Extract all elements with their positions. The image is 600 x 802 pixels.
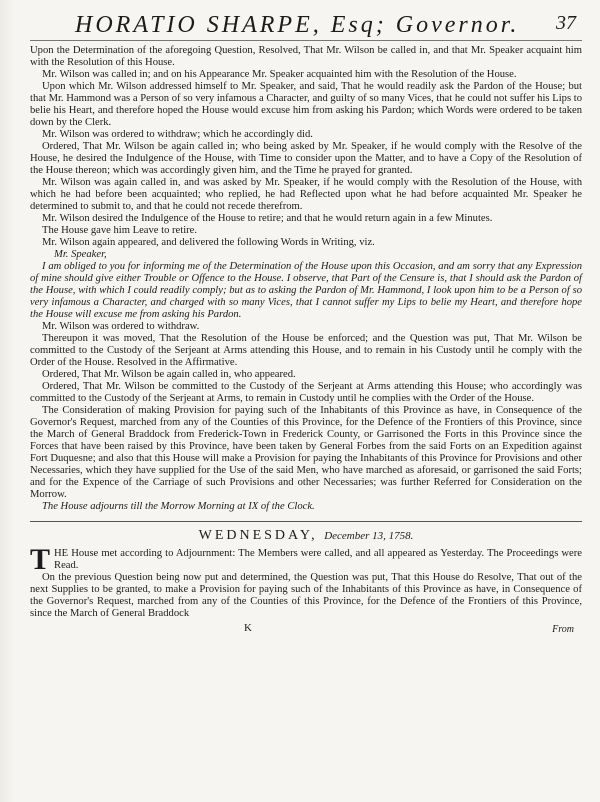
day-date: December 13, 1758. [324,530,414,542]
drop-cap: T [30,543,51,576]
paragraph-7: Mr. Wilson desired the Indulgence of the House to retire; and that he would return again in a few Minutes. [42,213,493,224]
day-weekday: WEDNESDAY, [198,528,318,543]
paragraph-15: Ordered, That Mr. Wilson be committed to the Custody of the Serjeant at Arms attending this House; who accordingly was committed to the Custody of the Serjeant at Arms, to remain in Custody until he complies with the Order of the House. [30,381,582,404]
catchword: From [552,624,574,635]
day-paragraph-1-text: HE House met according to Adjournment: The Members were called, and all appeared as Yesterday. The Proceedings were Read. [54,548,582,571]
day-paragraph-1 [30,543,582,576]
day-body [30,543,582,620]
paragraph-12: Mr. Wilson was ordered to withdraw. [42,321,200,332]
section-divider [30,521,582,522]
paragraph-9: Mr. Wilson again appeared, and delivered the following Words in Writing, viz. [42,237,375,248]
paragraph-2: Mr. Wilson was called in; and on his Appearance Mr. Speaker acquainted him with the Resolution of the House. [42,69,517,80]
paragraph-14: Ordered, That Mr. Wilson be again called in, who appeared. [42,369,296,380]
paragraph-3: Upon which Mr. Wilson addressed himself to Mr. Speaker, and said, That he would readily ask the Pardon of the House; but that Mr. Hammond was a Person of so very infamous a Character, and guilty of so many Vices, that he could not suffer his Lips to belie his Heart, and therefore hoped the House would excuse him from asking his Pardon; which Words were ordered to be taken down by the Clerk. [30,81,582,128]
page-header [30,10,582,41]
paragraph-16: The Consideration of making Provision for paying such of the Inhabitants of this Province as have, in Consequence of the Governor's Request, marched from any of the Counties of this Province, for the Defence of the Frontiers of this Province, since the March of General Braddock from Frederick-Town in Frederick County, or Garrisoned the Forts in this Province since the Forces that have been raised by this Province, have been taken by General Forbes from the said Forts on an Expedition against Fort Duquesne; and also that this House will make a Provision for paying the Inhabitants of this Province for Provisions and other Necessaries, which they have supplied for the Use of the said Men, who have marched as aforesaid, or garrisoned the said Forts; and for the Expence of the Carriage of such Provisions and other Necessaries; was further Referred for Consideration on the Morrow. [30,405,582,500]
day-heading [30,528,582,544]
speech-text: I am obliged to you for informing me of the Determination of the House upon this Occasion, and am sorry that any Expression of mine should give either Trouble or Offence to the House. I observe, that Part of the Censure is, that I should ask the Pardon of the House, with which I could readily comply; but as to asking the Pardon of Mr. Hammond, I look upon him to be a Person of so very infamous a Character, and charged with so many Vices, that I cannot suffer my Lips to belie my Heart, and therefore hope the House will excuse me from asking his Pardon. [30,261,582,320]
proceedings-body [30,45,582,513]
paragraph-6: Mr. Wilson was again called in, and was asked by Mr. Speaker, if he would comply with the Resolution of the House, with which he had before been acquainted; who replied, he had Reflected upon what he had before acquainted Mr. Speaker he determined to submit to, and that he could not recede therefrom. [30,177,582,212]
paragraph-5: Ordered, That Mr. Wilson be again called in; who being asked by Mr. Speaker, if he would comply with the Resolve of the House, he desired the Indulgence of the House, with Time to consider upon the Matter, and to have a Copy of the Resolution of the House thereon; which was accordingly given him, and the Time he prayed for granted. [30,141,582,176]
speech-salutation: Mr. Speaker, [54,249,107,260]
paragraph-4: Mr. Wilson was ordered to withdraw; which he accordingly did. [42,129,313,140]
signature-mark: K [244,622,252,634]
paragraph-8: The House gave him Leave to retire. [42,225,198,236]
page-footer [30,622,582,638]
page-number: 37 [556,12,576,34]
running-head: HORATIO SHARPE, Esq; Governor. [75,12,520,38]
adjournment-line: The House adjourns till the Morrow Morning at IX of the Clock. [42,501,315,512]
paragraph-1: Upon the Determination of the aforegoing Question, Resolved, That Mr. Wilson be called in, and that Mr. Speaker acquaint him with the Resolution of this House. [30,45,582,68]
day-paragraph-2: On the previous Question being now put and determined, the Question was put, That this House do Resolve, That out of the next Supplies to be granted, to make a Provision for paying such of the Inhabitants of this Province as have, in Consequence of the Governor's Request, marched from any of the Counties of this Province, for the Defence of the Frontiers of this Province, since the March of General Braddock [30,572,582,619]
paragraph-13: Thereupon it was moved, That the Resolution of the House be enforced; and the Question was put, That Mr. Wilson be committed to the Custody of the Serjeant at Arms attending this House, and to remain in his Custody until he comply with the Order of the House. Resolved in the Affirmative. [30,333,582,368]
